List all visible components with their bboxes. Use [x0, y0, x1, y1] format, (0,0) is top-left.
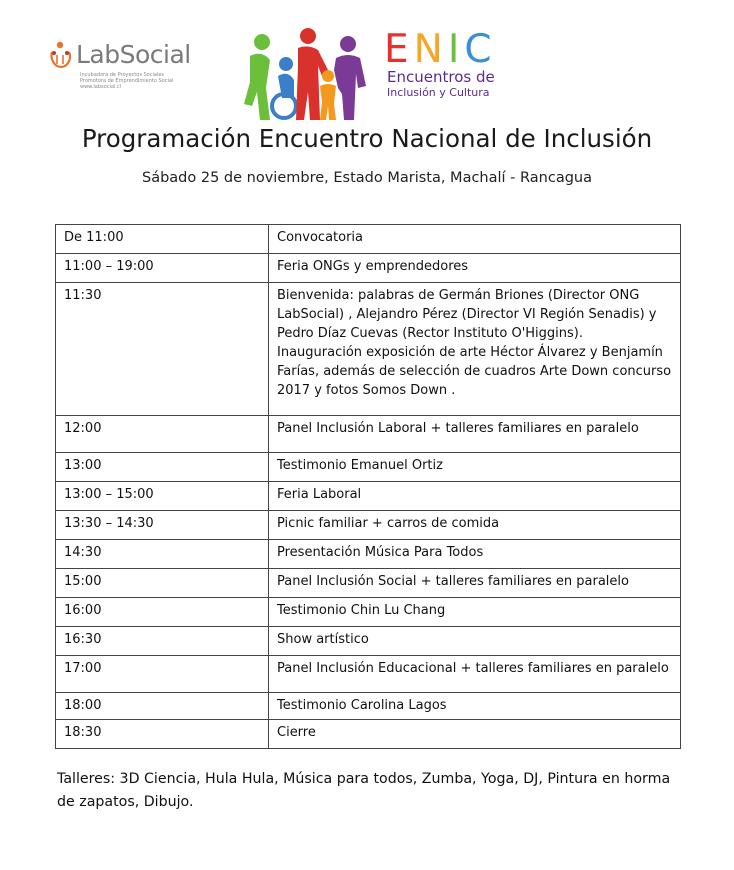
time-cell: 15:00 [56, 569, 269, 598]
table-row [56, 598, 681, 627]
activity-cell: Show artístico [269, 627, 681, 656]
time-cell: 11:00 – 19:00 [56, 254, 269, 283]
time-cell: 18:30 [56, 720, 269, 749]
table-row [56, 511, 681, 540]
table-row [56, 283, 681, 416]
table-row [56, 569, 681, 598]
activity-cell: Panel Inclusión Laboral + talleres familiares en paralelo [269, 416, 681, 453]
activity-cell: Picnic familiar + carros de comida [269, 511, 681, 540]
enic-subtitle-line-1: Encuentros de [387, 68, 495, 86]
labsocial-mark-icon [46, 40, 76, 70]
activity-cell: Feria ONGs y emprendedores [269, 254, 681, 283]
table-row [56, 720, 681, 749]
enic-letter-c: C [464, 27, 497, 72]
labsocial-tagline-2: Promotora de Emprendimiento Social [80, 78, 174, 84]
activity-cell: Presentación Música Para Todos [269, 540, 681, 569]
enic-logo [384, 27, 514, 100]
enic-letter-n: N [413, 27, 448, 72]
schedule-table [55, 224, 681, 749]
inclusion-family-figures-logo [240, 26, 370, 122]
labsocial-tagline-1: Incubadora de Proyectos Sociales [80, 72, 165, 78]
time-cell: 18:00 [56, 693, 269, 720]
activity-cell: Testimonio Chin Lu Chang [269, 598, 681, 627]
time-cell: 11:30 [56, 283, 269, 416]
table-row [56, 254, 681, 283]
labsocial-logo [46, 38, 191, 98]
enic-wordmark [384, 27, 497, 72]
time-cell: 12:00 [56, 416, 269, 453]
time-cell: 17:00 [56, 656, 269, 693]
table-row [56, 693, 681, 720]
table-row [56, 656, 681, 693]
labsocial-name: LabSocial [76, 40, 191, 69]
time-cell: 13:00 – 15:00 [56, 482, 269, 511]
enic-letter-i: I [447, 27, 465, 72]
time-cell: De 11:00 [56, 225, 269, 254]
activity-cell: Convocatoria [269, 225, 681, 254]
activity-cell: Cierre [269, 720, 681, 749]
table-row [56, 482, 681, 511]
time-cell: 16:00 [56, 598, 269, 627]
labsocial-url: www.labsocial.cl [80, 84, 122, 90]
enic-letter-e: E [384, 27, 414, 72]
table-row [56, 627, 681, 656]
time-cell: 13:00 [56, 453, 269, 482]
activity-cell: Panel Inclusión Social + talleres familiares en paralelo [269, 569, 681, 598]
table-row [56, 416, 681, 453]
table-row [56, 453, 681, 482]
activity-cell: Bienvenida: palabras de Germán Briones (Director ONG LabSocial) , Alejandro Pérez (Director VI Región Senadis) y Pedro Díaz Cuevas (Rector Instituto O'Higgins). Inauguración exposición de arte Héctor Álvarez y Benjamín Farías, además de selección de cuadros Arte Down concurso 2017 y fotos Somos Down . [269, 283, 681, 416]
activity-cell: Panel Inclusión Educacional + talleres familiares en paralelo [269, 656, 681, 693]
workshops-footer: Talleres: 3D Ciencia, Hula Hula, Música para todos, Zumba, Yoga, DJ, Pintura en horma de zapatos, Dibujo. [57, 771, 671, 810]
activity-cell: Testimonio Emanuel Ortiz [269, 453, 681, 482]
page-title: Programación Encuentro Nacional de Inclusión [81, 124, 653, 153]
table-row [56, 225, 681, 254]
time-cell: 16:30 [56, 627, 269, 656]
enic-subtitle-line-2: Inclusión y Cultura [387, 86, 490, 99]
time-cell: 14:30 [56, 540, 269, 569]
activity-cell: Testimonio Carolina Lagos [269, 693, 681, 720]
activity-cell: Feria Laboral [269, 482, 681, 511]
table-row [56, 540, 681, 569]
time-cell: 13:30 – 14:30 [56, 511, 269, 540]
page-subtitle: Sábado 25 de noviembre, Estado Marista, Machalí - Rancagua [142, 170, 592, 186]
